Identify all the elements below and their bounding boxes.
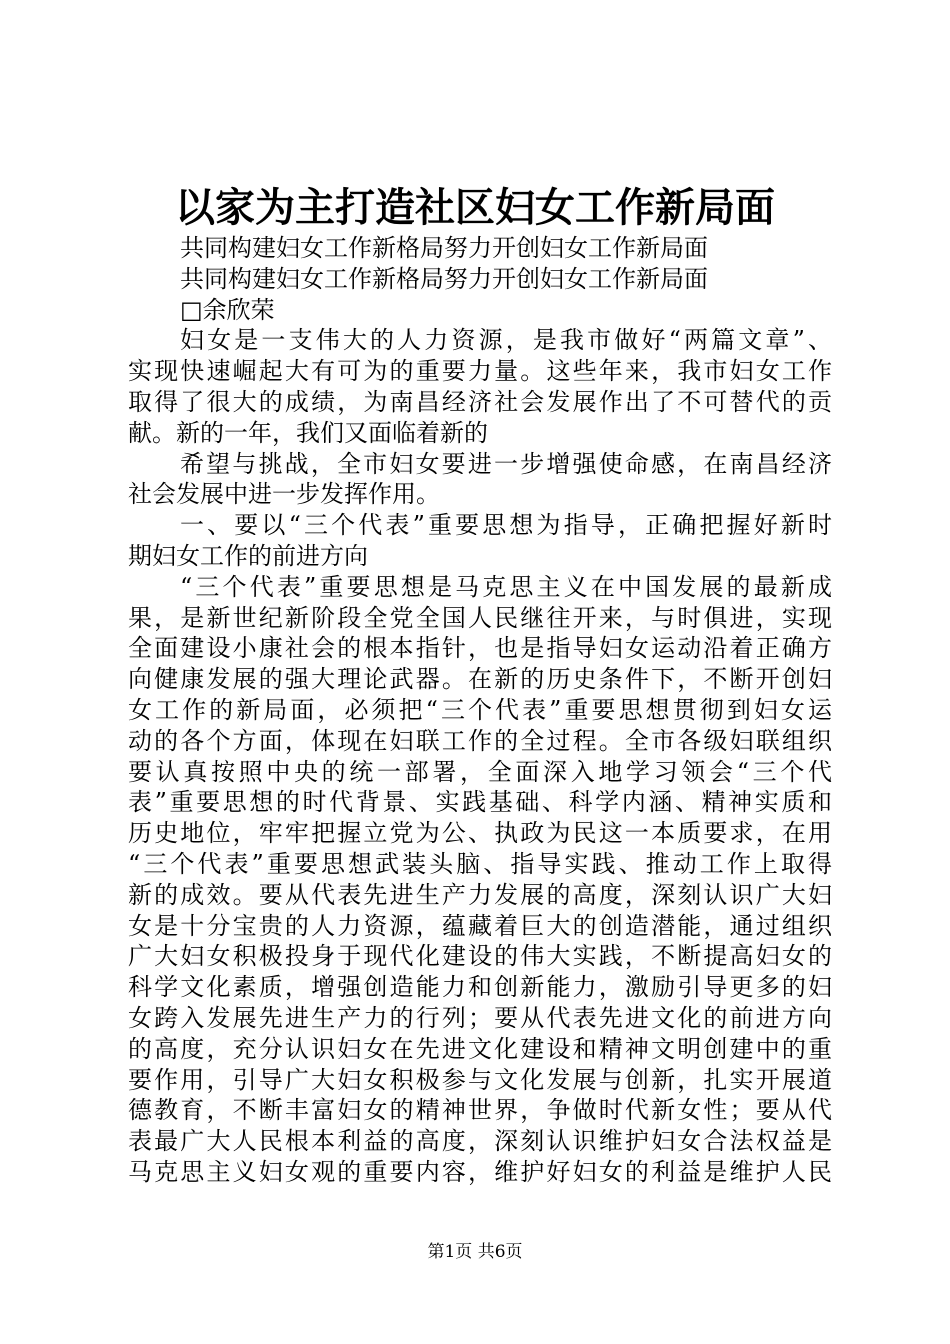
text-line: □余欣荣 — [180, 295, 275, 324]
text-line: 取得了很大的成绩，为南昌经济社会发展作出了不可替代的贡 — [128, 387, 832, 416]
text-line: 马克思主义妇女观的重要内容，维护好妇女的利益是维护人民 — [128, 1157, 832, 1186]
page-title: 以家为主打造社区妇女工作新局面 — [175, 184, 775, 231]
text-line: 实现快速崛起大有可为的重要力量。这些年来，我市妇女工作 — [128, 357, 832, 386]
text-line: 向健康发展的强大理论武器。在新的历史条件下，不断开创妇 — [128, 665, 832, 694]
text-line: 全面建设小康社会的根本指针，也是指导妇女运动沿着正确方 — [128, 634, 832, 663]
text-line: 广大妇女积极投身于现代化建设的伟大实践，不断提高妇女的 — [128, 942, 832, 971]
text-line: 希望与挑战，全市妇女要进一步增强使命感，在南昌经济 — [180, 449, 832, 478]
text-line: 献。新的一年，我们又面临着新的 — [128, 418, 488, 447]
text-line: 共同构建妇女工作新格局努力开创妇女工作新局面 — [180, 234, 708, 262]
text-line: 女工作的新局面，必须把“三个代表”重要思想贯彻到妇女运 — [128, 695, 832, 724]
text-line: 共同构建妇女工作新格局努力开创妇女工作新局面 — [180, 264, 708, 293]
text-line: 表最广大人民根本利益的高度，深刻认识维护妇女合法权益是 — [128, 1127, 832, 1156]
text-line: 动的各个方面，体现在妇联工作的全过程。全市各级妇联组织 — [128, 726, 832, 755]
text-line: “三个代表”重要思想武装头脑、指导实践、推动工作上取得 — [128, 849, 832, 878]
text-line: 女跨入发展先进生产力的行列；要从代表先进文化的前进方向 — [128, 1003, 832, 1032]
text-line: 历史地位，牢牢把握立党为公、执政为民这一本质要求，在用 — [128, 819, 832, 848]
text-line: 要作用，引导广大妇女积极参与文化发展与创新，扎实开展道 — [128, 1065, 832, 1094]
text-line: 德教育，不断丰富妇女的精神世界，争做时代新女性；要从代 — [128, 1096, 832, 1125]
text-line: “三个代表”重要思想是马克思主义在中国发展的最新成 — [180, 572, 832, 601]
text-line: 一、要以“三个代表”重要思想为指导，正确把握好新时 — [180, 511, 832, 540]
text-line: 科学文化素质，增强创造能力和创新能力，激励引导更多的妇 — [128, 973, 832, 1002]
text-line: 新的成效。要从代表先进生产力发展的高度，深刻认识广大妇 — [128, 880, 832, 909]
text-line: 果，是新世纪新阶段全党全国人民继往开来，与时俱进，实现 — [128, 603, 832, 632]
text-line: 表”重要思想的时代背景、实践基础、科学内涵、精神实质和 — [128, 788, 832, 817]
text-line: 要认真按照中央的统一部署，全面深入地学习领会“三个代 — [128, 757, 832, 786]
text-line: 社会发展中进一步发挥作用。 — [128, 480, 440, 509]
text-line: 的高度，充分认识妇女在先进文化建设和精神文明创建中的重 — [128, 1034, 832, 1063]
text-line: 期妇女工作的前进方向 — [128, 541, 368, 570]
text-line: 妇女是一支伟大的人力资源，是我市做好“两篇文章”、 — [180, 326, 832, 355]
document-body — [128, 233, 832, 1188]
page-footer: 第1页 共6页 — [427, 1242, 523, 1262]
text-line: 女是十分宝贵的人力资源，蕴藏着巨大的创造潜能，通过组织 — [128, 911, 832, 940]
